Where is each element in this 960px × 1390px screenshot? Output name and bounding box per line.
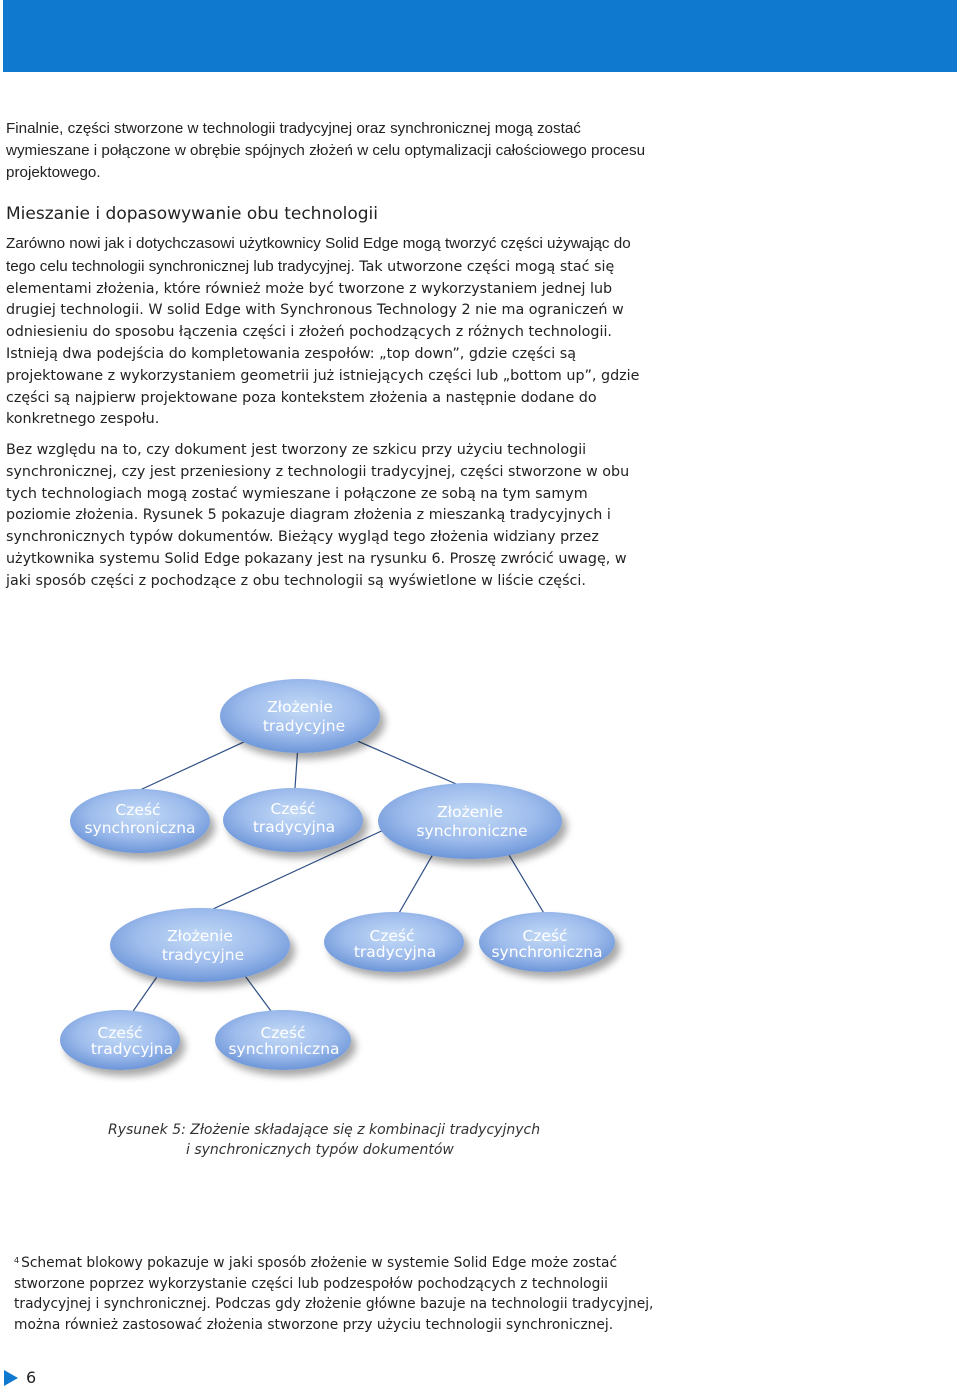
node-label: Cześć bbox=[270, 800, 316, 818]
node-czesc-tradycyjna-2 bbox=[324, 912, 464, 972]
node-label: synchroniczne bbox=[416, 822, 528, 840]
node-label: Złożenie bbox=[267, 698, 333, 716]
assembly-diagram bbox=[0, 640, 960, 1090]
bubble bbox=[220, 679, 380, 753]
node-zlozenie-tradycyjne-sub bbox=[110, 908, 290, 982]
node-label: Złożenie bbox=[437, 803, 503, 821]
paragraph-2: Bez względu na to, czy dokument jest tworzony ze szkicu przy użyciu technologii synchronicznej, czy jest przeniesiony z technologii tradycyjnej, części stworzone w obu tych technologiach mogą zostać wymieszane i połączone ze sobą na tym samym poziomie złożenia. Rysunek 5 pokazuje diagram złożenia z mieszanką tradycyjnych i synchronicznych typów dokumentów. Bieżący wygląd tego złożenia widziany przez użytkownika systemu Solid Edge pokazany jest na rysunku 6. Proszę zwrócić uwagę, w jaki sposób części z pochodzące z obu technologii są wyświetlone w liście części. bbox=[6, 442, 630, 589]
footnote bbox=[14, 1253, 664, 1335]
node-label: Złożenie bbox=[167, 927, 233, 945]
paragraph-1-lead: Zarówno nowi jak i dotychczasowi użytkownicy Solid Edge mogą tworzyć części używając do tego celu technologii synchronicznej lub tradycyjnej. bbox=[6, 235, 631, 275]
paragraph-1 bbox=[6, 233, 656, 431]
diagram-connectors bbox=[120, 716, 548, 1030]
footnote-text: Schemat blokowy pokazuje w jaki sposób złożenie w systemie Solid Edge może zostać stworzone poprzez wykorzystanie części lub podzespołów pochodzących z technologii tradycyjnej i synchronicznej. Podczas gdy złożenie główne bazuje na technologii tradycyjnej, można również zastosować złożenia stworzone przy użyciu technologii synchronicznej. bbox=[14, 1255, 654, 1333]
node-zlozenie-synchroniczne bbox=[378, 783, 562, 859]
bubble bbox=[378, 783, 562, 859]
footnote-mark: 4 bbox=[14, 1256, 20, 1265]
bubble bbox=[110, 908, 290, 982]
node-label: tradycyjna bbox=[90, 1040, 174, 1058]
figure-caption bbox=[108, 1120, 540, 1160]
node-zlozenie-tradycyjne-root bbox=[220, 679, 380, 753]
node-czesc-synchroniczna-3 bbox=[215, 1010, 351, 1070]
node-label: Cześć bbox=[115, 801, 161, 819]
page-number-block bbox=[4, 1368, 36, 1387]
node-czesc-synchroniczna-2 bbox=[479, 912, 615, 972]
node-label: synchroniczna bbox=[228, 1040, 340, 1058]
node-czesc-synchroniczna-1 bbox=[70, 789, 210, 853]
node-label: synchroniczna bbox=[84, 819, 196, 837]
node-label: Cześć bbox=[522, 927, 568, 945]
node-label: Cześć bbox=[97, 1024, 143, 1042]
triangle-marker-icon bbox=[4, 1370, 18, 1386]
node-czesc-tradycyjna-1 bbox=[223, 788, 363, 852]
page-number: 6 bbox=[26, 1368, 37, 1387]
section-title: Mieszanie i dopasowywanie obu technologii bbox=[6, 204, 378, 224]
node-label: Cześć bbox=[260, 1024, 306, 1042]
caption-line-1: Rysunek 5: Złożenie składające się z kombinacji tradycyjnych bbox=[108, 1122, 541, 1138]
header-banner bbox=[3, 0, 957, 72]
node-label: synchroniczna bbox=[491, 943, 603, 961]
node-label: tradycyjne bbox=[161, 946, 245, 964]
intro-paragraph: Finalnie, części stworzone w technologii tradycyjnej oraz synchronicznej mogą zostać wymieszane i połączone w obrębie spójnych złożeń w celu optymalizacji całościowego procesu projektowego. bbox=[6, 120, 646, 181]
node-czesc-tradycyjna-3 bbox=[60, 1010, 180, 1070]
paragraph-1-body: Tak utworzone części mogą stać się elementami złożenia, które również może być tworzone z wykorzystaniem jednej lub drugiej technologii. W solid Edge with Synchronous Technology 2 nie ma ograniczeń w odniesieniu do sposobu łączenia części i złożeń pochodzących z różnych technologii. Istnieją dwa podejścia do kompletowania zespołów: „top down”, gdzie części są projektowane z wykorzystaniem geometrii już istniejących części lub „bottom up”, gdzie części są najpierw projektowane poza kontekstem złożenia a następnie dodane do konkretnego zespołu. bbox=[6, 258, 640, 428]
node-label: tradycyjne bbox=[262, 717, 346, 735]
caption-line-2: i synchronicznych typów dokumentów bbox=[186, 1142, 454, 1158]
node-label: Cześć bbox=[369, 927, 415, 945]
node-label: tradycyjna bbox=[252, 818, 336, 836]
node-label: tradycyjna bbox=[353, 943, 437, 961]
